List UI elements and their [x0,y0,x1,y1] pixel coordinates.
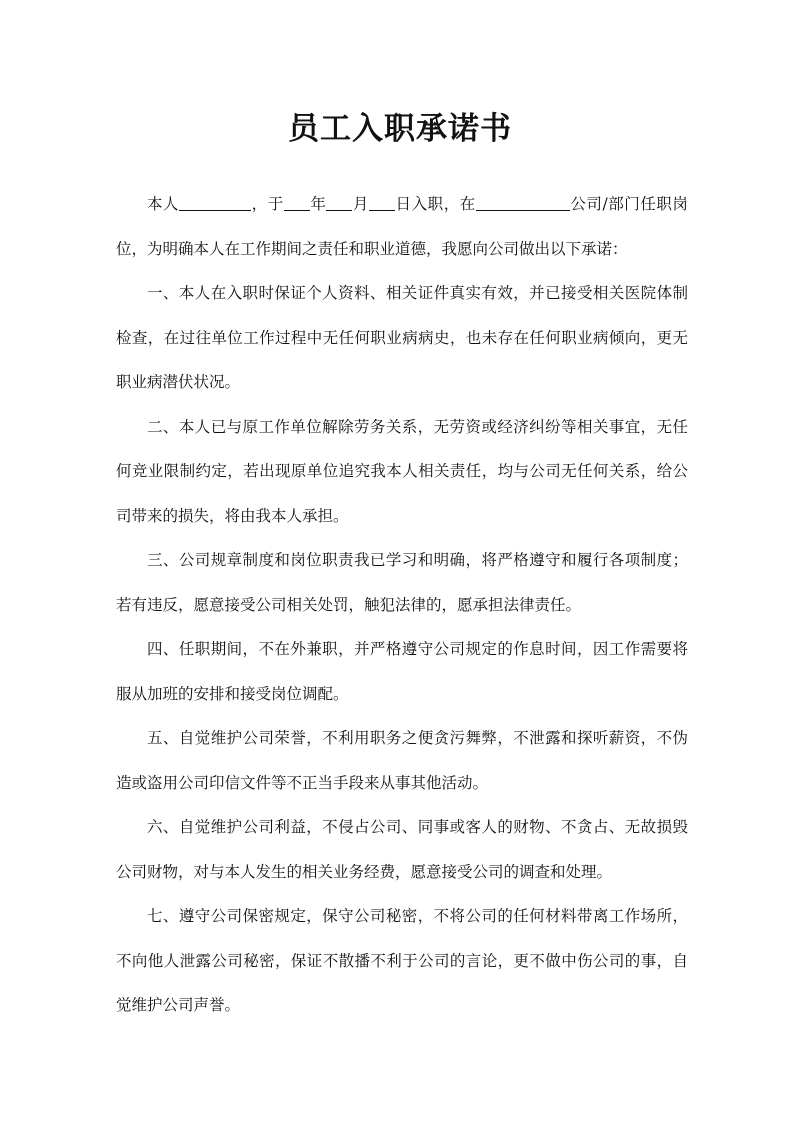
day-blank [369,194,395,211]
intro-text-1: 本人 [147,195,180,213]
intro-text-3: 年 [309,195,327,213]
clause-1: 一、本人在入职时保证个人资料、相关证件真实有效，并已接受相关医院体制检查，在过往单位工作过程中无任何职业病病史，也未存在任何职业病倾向，更无职业病潜伏状况。 [116,284,688,391]
clause-4: 四、任职期间，不在外兼职，并严格遵守公司规定的作息时间，因工作需要将服从加班的安排和接受岗位调配。 [116,640,688,703]
document-body [116,182,688,1028]
clause-6: 六、自觉维护公司利益，不侵占公司、同事或客人的财物、不贪占、无故损毁公司财物，对与本人发生的相关业务经费，愿意接受公司的调查和处理。 [116,818,688,881]
clause-2: 二、本人已与原工作单位解除劳务关系，无劳资或经济纠纷等相关事宜，无任何竞业限制约定，若出现原单位追究我本人相关责任，均与公司无任何关系，给公司带来的损失，将由我本人承担。 [116,417,688,525]
name-blank [179,194,251,211]
company-blank [476,194,570,211]
intro-text-4: 月 [352,195,369,213]
clause-5: 五、自觉维护公司荣誉，不利用职务之便贪污舞弊，不泄露和探听薪资，不伪造或盗用公司印信文件等不正当手段来从事其他活动。 [116,729,688,792]
document-title: 员工入职承诺书 [288,111,512,147]
month-blank [326,194,352,211]
intro-text-5: 日入职，在 [394,195,476,213]
intro-text-6: 公司/部门任职岗位，为明确本人在工作期间之责任和职业道德，我愿向公司做出以下承诺： [116,195,688,258]
clause-3: 三、公司规章制度和岗位职责我已学习和明确，将严格遵守和履行各项制度；若有违反，愿意接受公司相关处罚，触犯法律的，愿承担法律责任。 [116,551,688,614]
intro-paragraph [116,182,688,271]
clause-7: 七、遵守公司保密规定，保守公司秘密，不将公司的任何材料带离工作场所，不向他人泄露公司秘密，保证不散播不利于公司的言论，更不做中伤公司的事，自觉维护公司声誉。 [116,907,688,1014]
year-blank [284,194,310,211]
intro-text-2: ，于 [251,195,284,213]
